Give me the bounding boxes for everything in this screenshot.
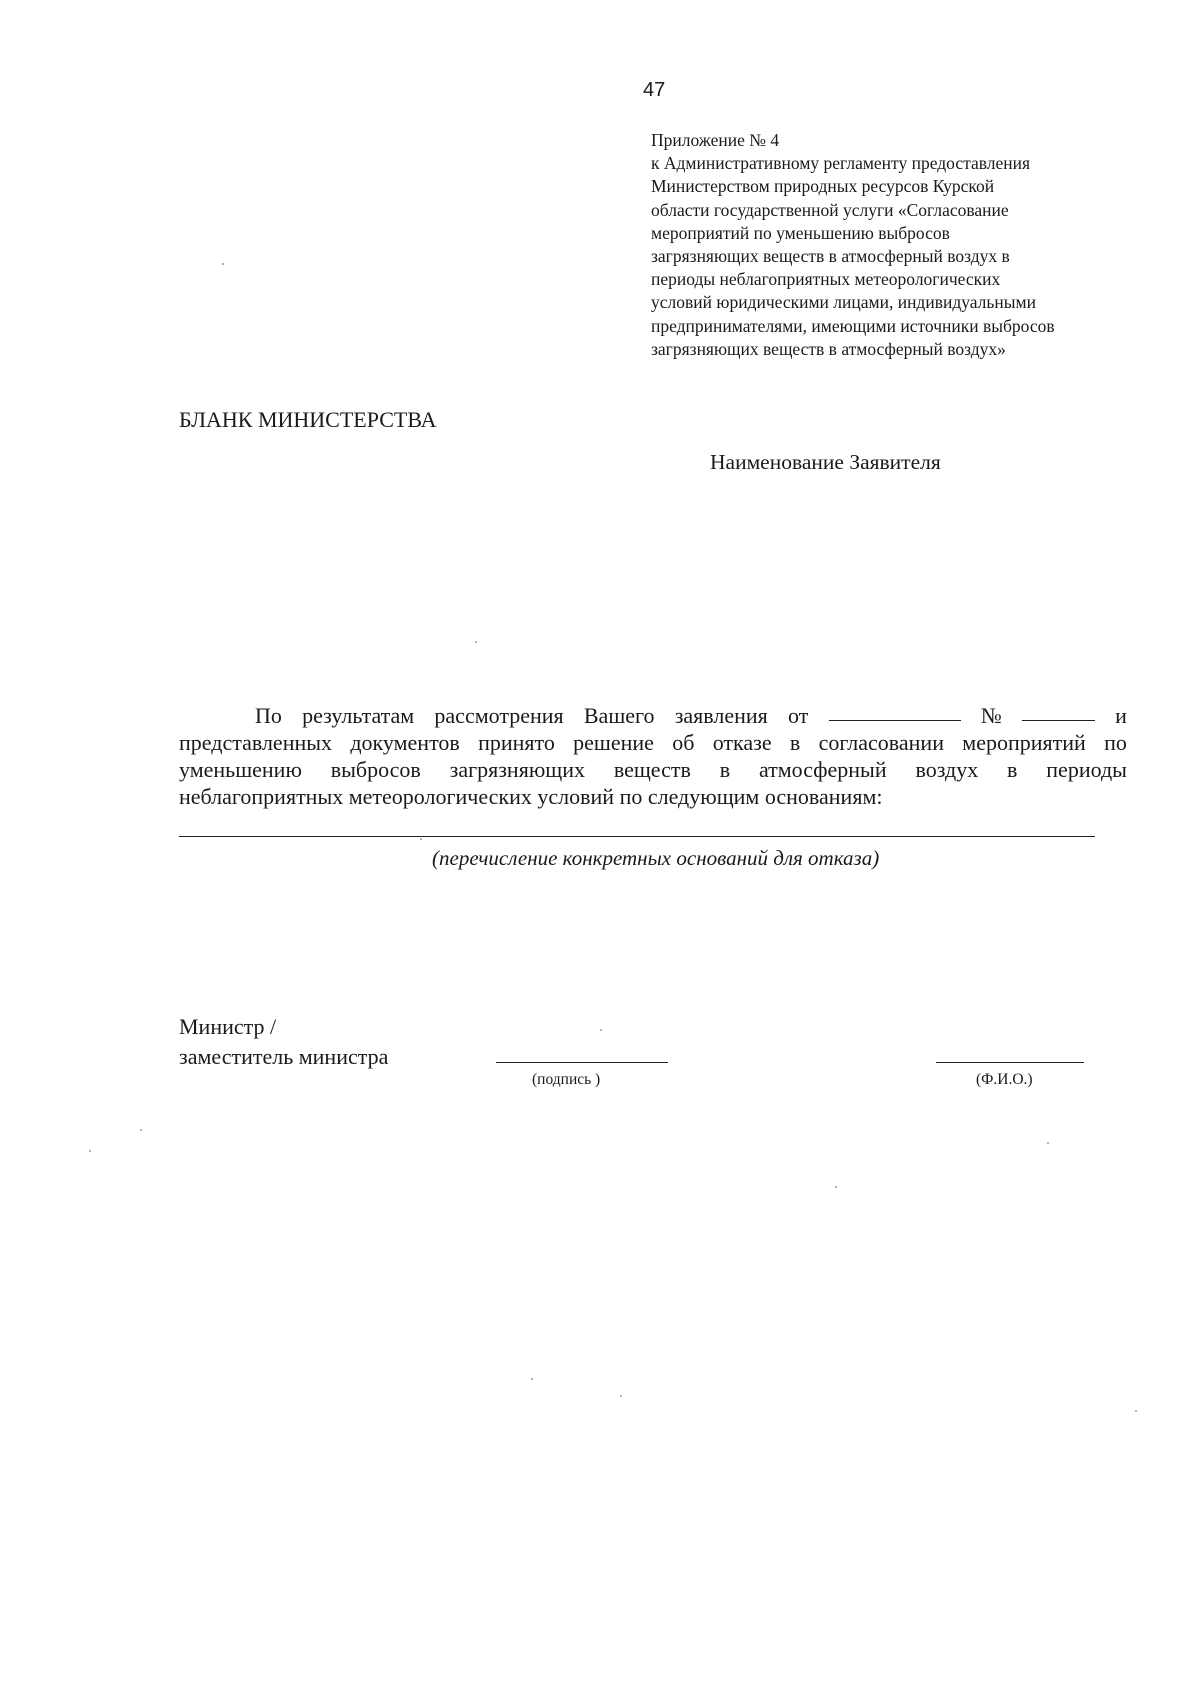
number-sign: № [980,703,1002,728]
paragraph-line-3 [179,756,1127,783]
scan-speck [1135,1410,1137,1412]
scan-speck [420,838,422,840]
word: мероприятий [962,730,1086,755]
word: результатам [302,703,415,728]
word: документов [350,730,460,755]
scan-speck [140,1129,142,1131]
word: и [1115,703,1127,728]
paragraph-line-4 [179,783,1127,810]
paragraph-line-2 [179,729,1127,756]
appendix-line: к Административному регламенту предоставления [651,153,1031,174]
minister-title: Министр / [179,1014,277,1039]
scan-speck [531,1378,533,1380]
word: отказе [712,730,772,755]
appendix-line: периоды неблагоприятных метеорологических [651,269,1001,290]
paragraph-line-4-text: неблагоприятных метеорологических условий по следующим основаниям: [179,784,883,809]
appendix-header [651,129,1151,361]
refusal-reasons-caption: (перечисление конкретных оснований для отказа) [432,846,880,870]
scan-speck [222,263,224,265]
scan-speck [89,1150,91,1152]
word: об [672,730,695,755]
word: По [255,703,282,728]
scan-speck [1047,1142,1049,1144]
word: по [1104,730,1127,755]
page-number: 47 [643,79,666,101]
appendix-line: условий юридическими лицами, индивидуальными [651,292,1036,313]
scan-speck [835,1186,837,1188]
refusal-paragraph [179,702,1127,810]
word: согласовании [818,730,944,755]
word: Вашего [583,703,655,728]
refusal-reasons-blank-line [179,836,1095,837]
word: в [1007,757,1018,782]
full-name-blank-line [936,1062,1084,1063]
word: уменьшению [179,757,302,782]
deputy-minister-title: заместитель министра [179,1044,389,1069]
application-date-blank [829,702,961,721]
word: атмосферный [758,757,887,782]
word: периоды [1046,757,1127,782]
appendix-line: предпринимателями, имеющими источники выбросов [651,315,1055,336]
applicant-name-label: Наименование Заявителя [710,450,941,474]
word: заявления [674,703,768,728]
word: от [788,703,809,728]
word: загрязняющих [449,757,585,782]
word: в [719,757,731,782]
appendix-line: области государственной услуги «Согласование [651,199,1009,220]
application-number-blank [1022,702,1095,721]
ministry-letterhead-title: БЛАНК МИНИСТЕРСТВА [179,407,437,432]
scan-speck [600,1029,602,1031]
word: выбросов [330,757,421,782]
word: решение [573,730,654,755]
full-name-caption: (Ф.И.О.) [976,1071,1033,1088]
minister-signatory-label [179,1012,388,1072]
appendix-line: мероприятий по уменьшению выбросов [651,222,950,243]
word: воздух [915,757,979,782]
appendix-line: Министерством природных ресурсов Курской [651,176,995,197]
word: в [789,730,801,755]
appendix-line: загрязняющих веществ в атмосферный воздух» [651,338,1006,359]
signature-blank-line [496,1062,668,1063]
word: представленных [179,730,333,755]
word: принято [478,730,555,755]
scan-speck [620,1395,622,1397]
scan-speck [475,641,477,643]
signature-caption: (подпись ) [532,1071,601,1088]
word: веществ [613,757,691,782]
appendix-line: загрязняющих веществ в атмосферный воздух в [651,246,1010,267]
appendix-line: Приложение № 4 [651,130,780,150]
paragraph-line-1 [179,702,1127,729]
word: рассмотрения [434,703,564,728]
